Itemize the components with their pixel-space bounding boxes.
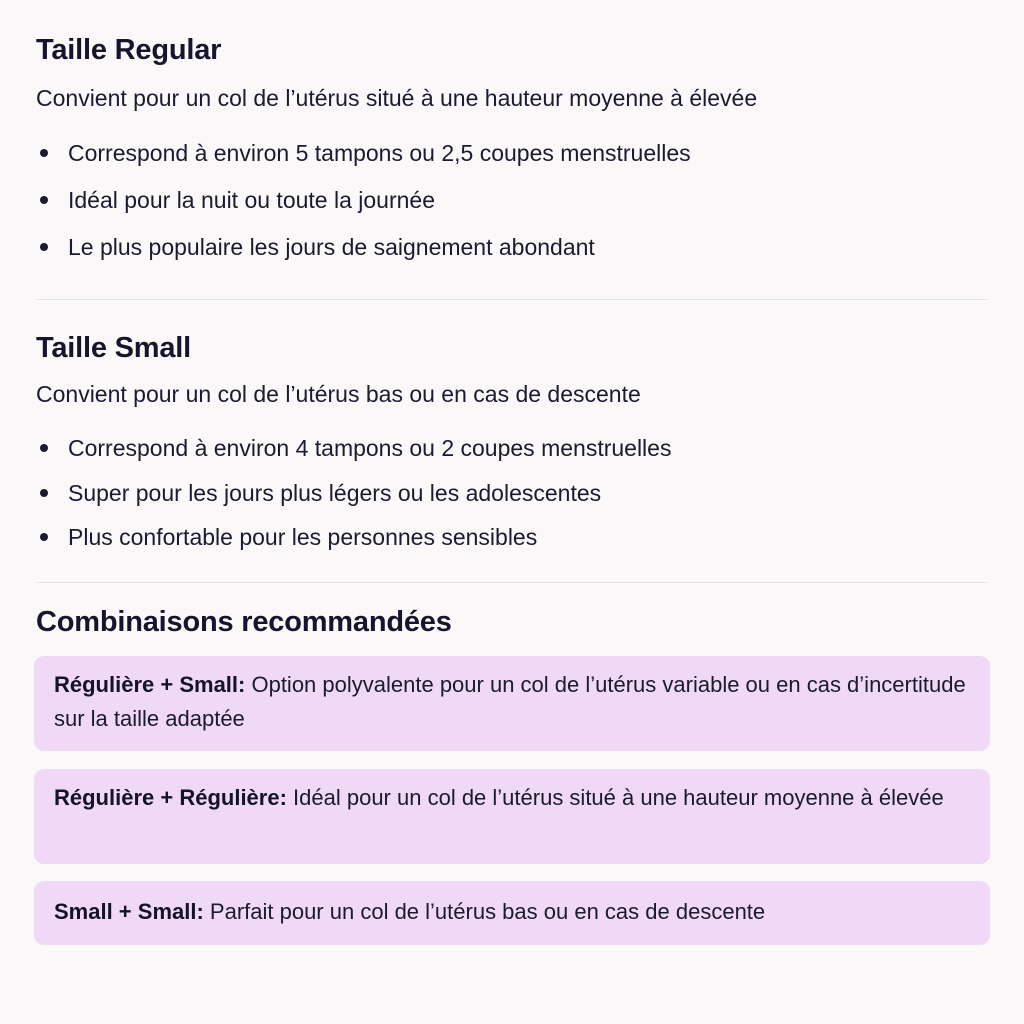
section-divider	[36, 299, 988, 300]
combinations-title: Combinaisons recommandées	[36, 606, 452, 638]
list-item: Correspond à environ 4 tampons ou 2 coupes menstruelles	[36, 433, 988, 463]
list-item: Correspond à environ 5 tampons ou 2,5 coupes menstruelles	[36, 138, 988, 168]
combination-text: Option polyvalente pour un col de l’utérus variable ou en cas d’incertitude sur la taille adaptée	[54, 672, 966, 731]
combination-card	[34, 769, 990, 864]
combination-text: Parfait pour un col de l’utérus bas ou en cas de descente	[203, 899, 766, 924]
small-description: Convient pour un col de l’utérus bas ou en cas de descente	[36, 381, 641, 407]
section-combinations	[36, 606, 988, 639]
regular-title: Taille Regular	[36, 34, 222, 66]
combination-label: Small + Small:	[54, 899, 204, 924]
combination-card	[34, 656, 990, 751]
combination-label: Régulière + Small:	[54, 672, 246, 697]
list-item: Super pour les jours plus légers ou les adolescentes	[36, 478, 988, 508]
combination-text: Idéal pour un col de l’utérus situé à une hauteur moyenne à élevée	[286, 785, 944, 810]
small-bullet-list	[36, 433, 988, 552]
list-item: Le plus populaire les jours de saignement abondant	[36, 232, 988, 262]
combination-label: Régulière + Régulière:	[54, 785, 287, 810]
list-item: Idéal pour la nuit ou toute la journée	[36, 185, 988, 215]
section-divider	[36, 582, 988, 583]
regular-bullet-list	[36, 138, 988, 262]
small-title: Taille Small	[36, 332, 192, 364]
section-regular	[36, 34, 988, 112]
list-item: Plus confortable pour les personnes sensibles	[36, 522, 988, 552]
regular-description: Convient pour un col de l’utérus situé à une hauteur moyenne à élevée	[36, 85, 758, 111]
combination-card	[34, 881, 990, 945]
section-small	[36, 332, 988, 408]
